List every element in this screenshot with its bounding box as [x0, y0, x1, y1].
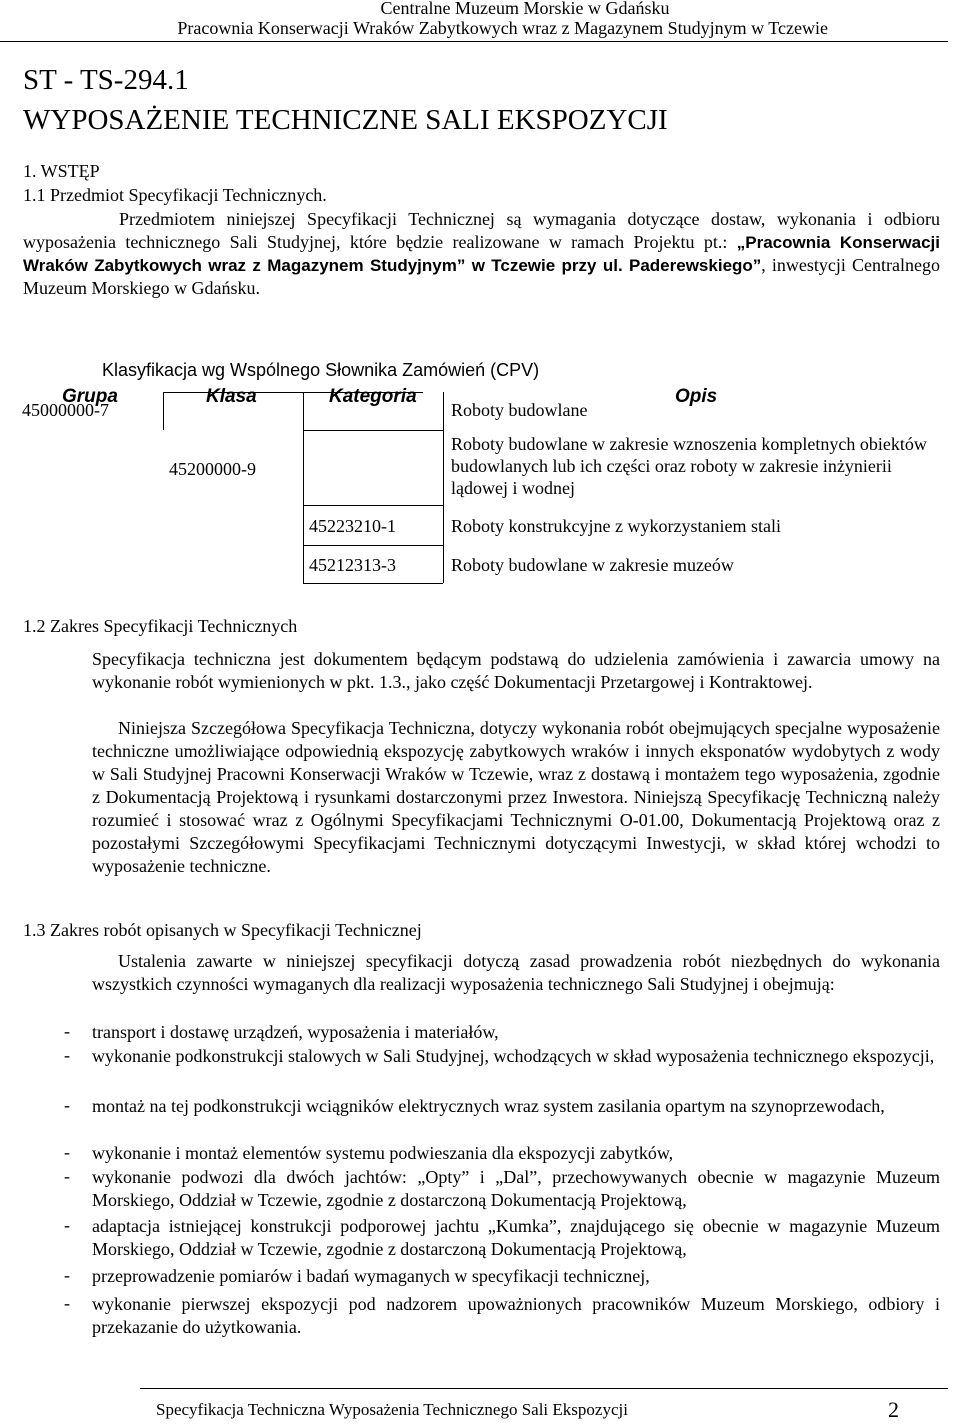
intro-text-2: , inwestycji Centralnego Muzeum Morskiego w Gdańsku. — [23, 255, 940, 298]
cpv-grid-line — [303, 583, 443, 584]
cpv-grid-line — [303, 545, 443, 546]
list-item: transport i dostawę urządzeń, wyposażenia i materiałów, — [92, 1022, 499, 1042]
list-bullet: - — [64, 1095, 70, 1115]
cpv-cell-opis: Roboty budowlane — [451, 400, 588, 420]
header-line2: Pracownia Konserwacji Wraków Zabytkowych wraz z Magazynem Studyjnym w Tczewie — [177, 18, 828, 38]
cpv-cell-opis: Roboty konstrukcyjne z wykorzystaniem stali — [451, 516, 781, 536]
cpv-cell-opis: Roboty budowlane w zakresie wznoszenia kompletnych obiektów budowlanych lub ich części oraz roboty w zakresie inżynierii lądowej i wodnej — [451, 434, 927, 498]
list-bullet: - — [64, 1045, 70, 1065]
header-divider — [0, 41, 948, 42]
list-bullet: - — [64, 1166, 70, 1186]
list-bullet: - — [64, 1142, 70, 1162]
cpv-caption: Klasyfikacja wg Wspólnego Słownika Zamówień (CPV) — [102, 360, 540, 380]
spec-code: ST - TS-294.1 — [23, 64, 189, 96]
cpv-col-grupa: Grupa — [62, 386, 118, 407]
section-1-2-p1: Specyfikacja techniczna jest dokumentem będącym podstawą do udzielenia zamówienia i zawarcia umowy na wykonanie robót wymienionych w pkt. 1.3., jako część Dokumentacji Przetargowej i Kontraktowej. — [92, 649, 940, 692]
section-1-1-heading: 1.1 Przedmiot Specyfikacji Technicznych. — [23, 185, 327, 205]
list-item: przeprowadzenie pomiarów i badań wymaganych w specyfikacji technicznej, — [92, 1266, 650, 1286]
intro-text: Przedmiotem niniejszej Specyfikacji Technicznej są wymagania dotyczące dostaw, wykonania i odbioru wyposażenia technicznego Sali Studyjnej, które będzie realizowane w ramach Projektu pt.: — [23, 209, 940, 252]
list-item: wykonanie pierwszej ekspozycji pod nadzorem upoważnionych pracowników Muzeum Morskiego, odbiory i przekazanie do użytkowania. — [92, 1294, 940, 1337]
list-bullet: - — [64, 1265, 70, 1285]
list-bullet: - — [64, 1021, 70, 1041]
cpv-grid-line — [303, 505, 443, 506]
cpv-cell-kategoria: 45212313-3 — [309, 555, 396, 575]
section-1-1-body — [23, 208, 940, 300]
cpv-grid-line — [163, 392, 423, 393]
section-1-3-heading: 1.3 Zakres robót opisanych w Specyfikacji Technicznej — [23, 920, 422, 940]
cpv-cell-grupa: 45000000-7 — [22, 400, 109, 420]
section-1-heading: 1. WSTĘP — [23, 161, 100, 181]
cpv-grid-line — [443, 392, 444, 583]
cpv-grid-line — [163, 392, 164, 430]
list-bullet: - — [64, 1215, 70, 1235]
page-number: 2 — [888, 1397, 899, 1422]
footer-divider — [140, 1388, 948, 1389]
cpv-cell-opis: Roboty budowlane w zakresie muzeów — [451, 555, 734, 575]
section-1-2-heading: 1.2 Zakres Specyfikacji Technicznych — [23, 616, 298, 636]
list-item: wykonanie i montaż elementów systemu podwieszania dla ekspozycji zabytków, — [92, 1143, 674, 1163]
list-item: montaż na tej podkonstrukcji wciągników elektrycznych wraz system zasilania opartym na szynoprzewodach, — [92, 1096, 885, 1116]
section-1-3-intro: Ustalenia zawarte w niniejszej specyfikacji dotyczą zasad prowadzenia robót niezbędnych do wykonania wszystkich czynności wymaganych dla realizacji wyposażenia technicznego Sali Studyjnej i obejmują: — [92, 951, 940, 994]
cpv-cell-klasa: 45200000-9 — [169, 459, 256, 479]
list-item: adaptacja istniejącej konstrukcji podporowej jachtu „Kumka”, znajdującego się obecnie w magazynie Muzeum Morskiego, Oddział w Tczewie, zgodnie z dostarczoną Dokumentacją Projektową, — [92, 1216, 940, 1259]
project-name: „Pracownia Konserwacji Wraków Zabytkowych wraz z Magazynem Studyjnym” w Tczewie przy ul. Paderewskiego” — [23, 233, 940, 275]
cpv-col-kategoria: Kategoria — [329, 386, 417, 407]
section-1-2-p2: Niniejsza Szczegółowa Specyfikacja Techniczna, dotyczy wykonania robót obejmujących specjalne wyposażenie techniczne umożliwiające odpowiednią ekspozycję zabytkowych wraków i innych eksponatów wydobytych z wody w Sali Studyjnej Pracowni Konserwacji Wraków w Tczewie, wraz z dostawą i montażem tego wyposażenia, zgodnie z Dokumentacją Projektową i rysunkami dostarczonymi przez Inwestora. Niniejszą Specyfikację Techniczną należy rozumieć i stosować wraz z Ogólnymi Specyfikacjami Technicznymi O-01.00, Dokumentacją Projektową oraz z pozostałymi Szczegółowymi Specyfikacjami Technicznymi dotyczącymi Inwestycji, w skład której wchodzi to wyposażenie techniczne. — [92, 718, 940, 876]
cpv-col-opis: Opis — [675, 386, 718, 407]
cpv-grid-line — [303, 430, 443, 431]
list-item: wykonanie podwozi dla dwóch jachtów: „Opty” i „Dal”, przechowywanych obecnie w magazynie Muzeum Morskiego, Oddział w Tczewie, zgodnie z dostarczoną Dokumentacją Projektową, — [92, 1167, 940, 1210]
list-item: wykonanie podkonstrukcji stalowych w Sali Studyjnej, wchodzących w skład wyposażenia technicznego ekspozycji, — [92, 1046, 935, 1066]
spec-title: WYPOSAŻENIE TECHNICZNE SALI EKSPOZYCJI — [23, 104, 668, 136]
header-line1: Centralne Muzeum Morskie w Gdańsku — [380, 0, 670, 18]
list-bullet: - — [64, 1293, 70, 1313]
cpv-col-klasa: Klasa — [206, 386, 257, 407]
cpv-grid-line — [303, 392, 304, 583]
cpv-cell-kategoria: 45223210-1 — [309, 516, 396, 536]
footer-text: Specyfikacja Techniczna Wyposażenia Technicznego Sali Ekspozycji — [156, 1400, 628, 1419]
